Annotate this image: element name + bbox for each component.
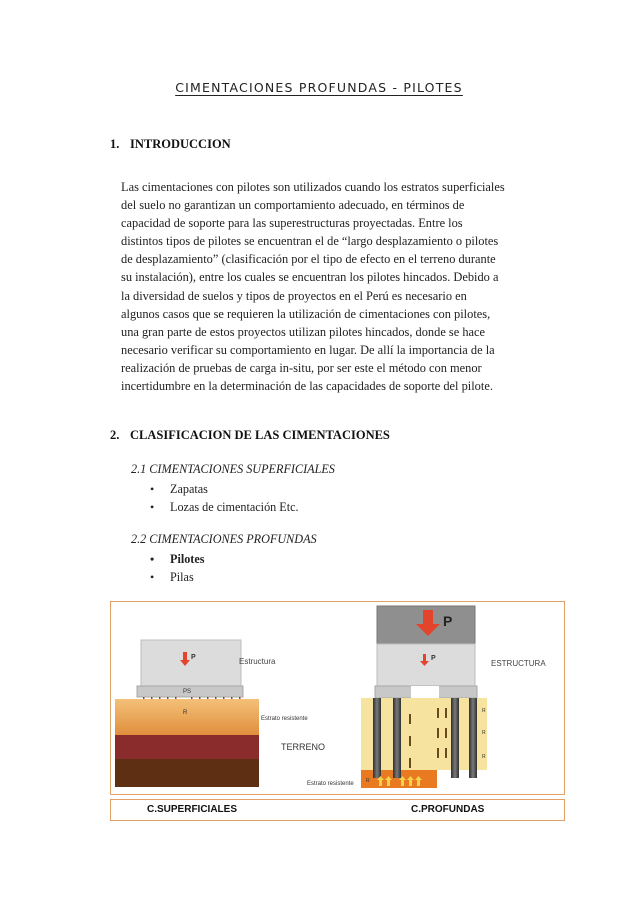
list-profundas (148, 550, 205, 586)
list-item: • Lozas de cimentación Etc. (148, 498, 299, 516)
foundation-diagram (110, 601, 565, 795)
section-title: CLASIFICACION DE LAS CIMENTACIONES (130, 428, 390, 442)
left-soil-top-layer (115, 699, 259, 735)
right-r-label: R (482, 754, 486, 760)
right-gap (411, 686, 439, 698)
section-number: 1. (110, 137, 120, 151)
left-structure-label: Estructura (239, 657, 276, 666)
list-item: • Zapatas (148, 480, 299, 498)
intro-line: capacidad de soporte para las superestructuras proyectadas. Entre los (121, 216, 463, 231)
caption-deep: C.PROFUNDAS (411, 804, 485, 815)
subsection-heading-superficiales: 2.1 CIMENTACIONES SUPERFICIALES (131, 462, 335, 476)
pile-4 (469, 698, 477, 778)
left-ps-label: PS (183, 689, 192, 695)
section-title: INTRODUCCION (130, 137, 231, 151)
list-superficiales (148, 480, 299, 516)
left-structure-block (141, 640, 241, 686)
right-r-label: R (366, 778, 370, 784)
intro-paragraph (121, 178, 547, 395)
pile-1 (373, 698, 381, 778)
intro-line: del suelo no garantizan un comportamiento adecuado, en términos de (121, 198, 465, 213)
section-number: 2. (110, 428, 120, 442)
intro-line: Las cimentaciones con pilotes son utilizados cuando los estratos superficiales (121, 180, 505, 194)
intro-line: la diversidad de suelos y tipos de proyectos en el Perú es necesario en (121, 288, 467, 303)
left-strata-label: Estrato resistente (261, 716, 308, 722)
left-soil-mid-layer (115, 735, 259, 759)
intro-line: realización de pruebas de carga in-situ, por ser este el método con menor (121, 360, 482, 375)
left-soil-bottom-layer (115, 759, 259, 787)
right-structure-block (377, 644, 475, 686)
intro-line: incertidumbre en la determinación de las capacidades de soporte del pilote. (121, 379, 493, 394)
right-load-label: P (431, 655, 436, 662)
pile-2 (393, 698, 401, 778)
left-soil-label: TERRENO (281, 742, 326, 752)
section-heading-clasificacion (110, 428, 390, 443)
right-r-label: R (482, 708, 486, 714)
intro-line: algunos casos que se requieren la utilización de cimentaciones con pilotes, (121, 306, 491, 321)
subsection-heading-profundas: 2.2 CIMENTACIONES PROFUNDAS (131, 532, 317, 546)
intro-line: una gran parte de estos proyectos utilizan pilotes hincados, donde se hace (121, 324, 486, 339)
list-item: • Pilotes (148, 550, 205, 568)
intro-line: distintos tipos de pilotes se encuentran el de “largo desplazamiento o pilotes (121, 234, 499, 249)
shallow-foundation-illustration (115, 640, 325, 787)
deep-foundation-illustration (307, 606, 546, 788)
document-title: CIMENTACIONES PROFUNDAS - PILOTES (175, 80, 463, 95)
right-big-load-label: P (443, 613, 453, 629)
intro-line: su instalación), entre los cuales se encuentran los pilotes hincados. Debido a (121, 270, 499, 285)
right-structure-label: ESTRUCTURA (491, 659, 546, 668)
figure-captions (110, 799, 565, 821)
section-heading-introduccion (110, 137, 231, 152)
list-item: • Pilas (148, 568, 205, 586)
caption-shallow: C.SUPERFICIALES (147, 804, 238, 815)
right-strata-label: Estrato resistente (307, 781, 354, 787)
right-r-label: R (482, 730, 486, 736)
left-r-label: R (183, 710, 188, 716)
intro-line: necesario verificar su comportamiento en lugar. De allí la importancia de la (121, 342, 495, 357)
intro-line: de desplazamiento” (clasificación por el tipo de efecto en el terreno durante (121, 252, 496, 267)
pile-3 (451, 698, 459, 778)
left-load-label: P (191, 654, 196, 661)
